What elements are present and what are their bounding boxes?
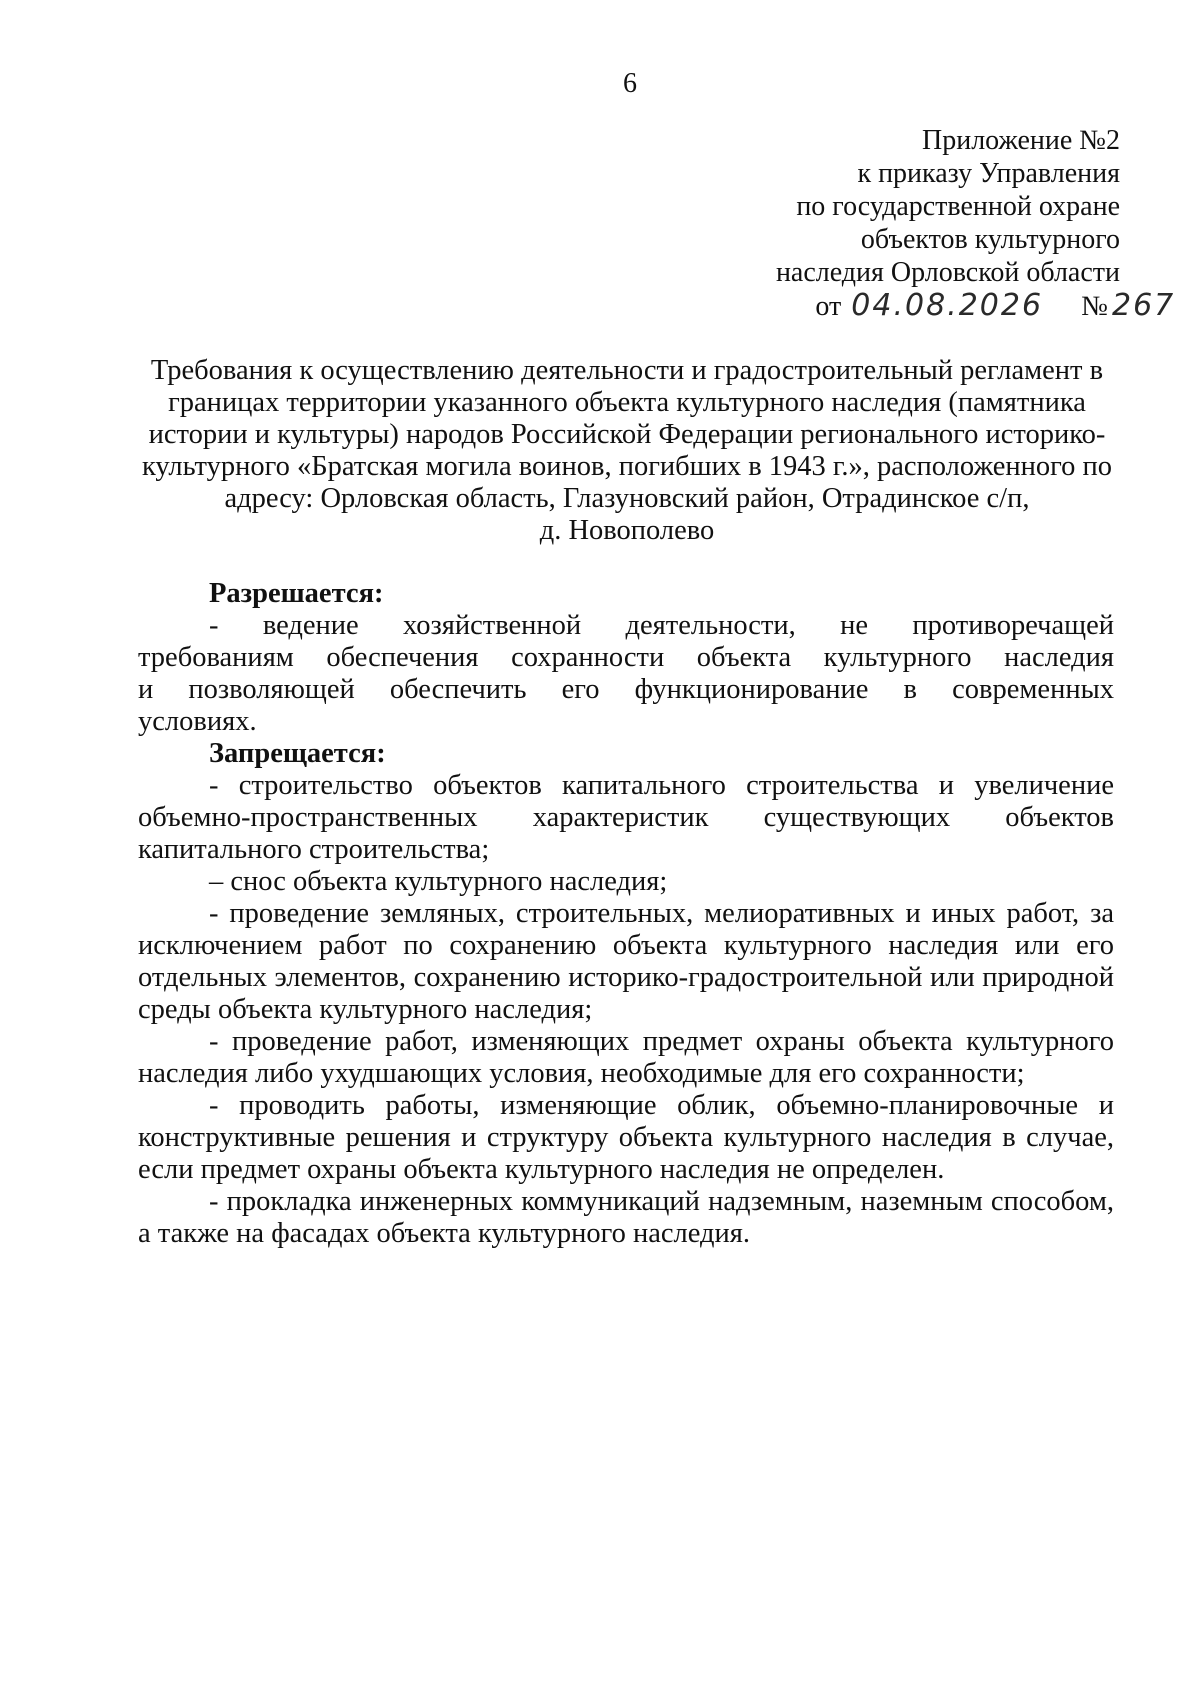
document-title [138,355,1116,547]
date-prefix: от [815,291,842,322]
forbidden-item: - проведение земляных, строительных, мелиоративных и иных работ, за исключением работ по сохранению объекта культурного наследия или его отдельных элементов, сохранению историко-градостроительной или природной среды объекта культурного наследия; [138,898,1114,1025]
annex-line: к приказу Управления [857,158,1120,189]
title-line: культурного «Братская могила воинов, погибших в 1943 г.», расположенного по [141,451,1113,482]
forbidden-heading: Запрещается: [209,738,386,769]
title-line: д. Новополево [539,515,715,546]
forbidden-item: - проведение работ, изменяющих предмет охраны объекта культурного наследия либо ухудшающих условия, необходимые для его сохранности; [138,1026,1114,1089]
annex-line: по государственной охране [796,191,1120,222]
page-number: 6 [623,68,637,99]
annex-line: наследия Орловской области [775,257,1120,288]
annex-header [560,124,1176,323]
handwritten-number: 267 [1112,288,1176,323]
allowed-heading: Разрешается: [209,578,384,609]
document-body [138,578,1114,1250]
annex-title: Приложение №2 [922,125,1120,156]
handwritten-date: 04.08.2026 [851,288,1044,323]
forbidden-item: – снос объекта культурного наследия; [209,866,668,897]
annex-line: объектов культурного [860,224,1120,255]
forbidden-item: - прокладка инженерных коммуникаций надземным, наземным способом, а также на фасадах объекта культурного наследия. [138,1186,1114,1249]
forbidden-item: - проводить работы, изменяющие облик, объемно-планировочные и конструктивные решения и структуру объекта культурного наследия в случае, если предмет охраны объекта культурного наследия не определен. [138,1090,1114,1185]
allowed-item: - ведение хозяйственной деятельности, не противоречащей требованиям обеспечения сохранности объекта культурного наследия и позволяющей обеспечить его функционирование в современных условиях. [138,610,1114,737]
order-date-number-line [560,289,1192,323]
title-line: Требования к осуществлению деятельности и градостроительный регламент в [150,355,1104,386]
title-line: адресу: Орловская область, Глазуновский район, Отрадинское с/п, [224,483,1030,514]
title-line: истории и культуры) народов Российской Федерации регионального историко- [148,419,1106,450]
forbidden-item: - строительство объектов капитального строительства и увеличение объемно-пространственных характеристик существующих объектов капитального строительства; [138,770,1114,865]
title-line: границах территории указанного объекта культурного наследия (памятника [168,387,1086,418]
number-prefix: № [1081,291,1108,322]
